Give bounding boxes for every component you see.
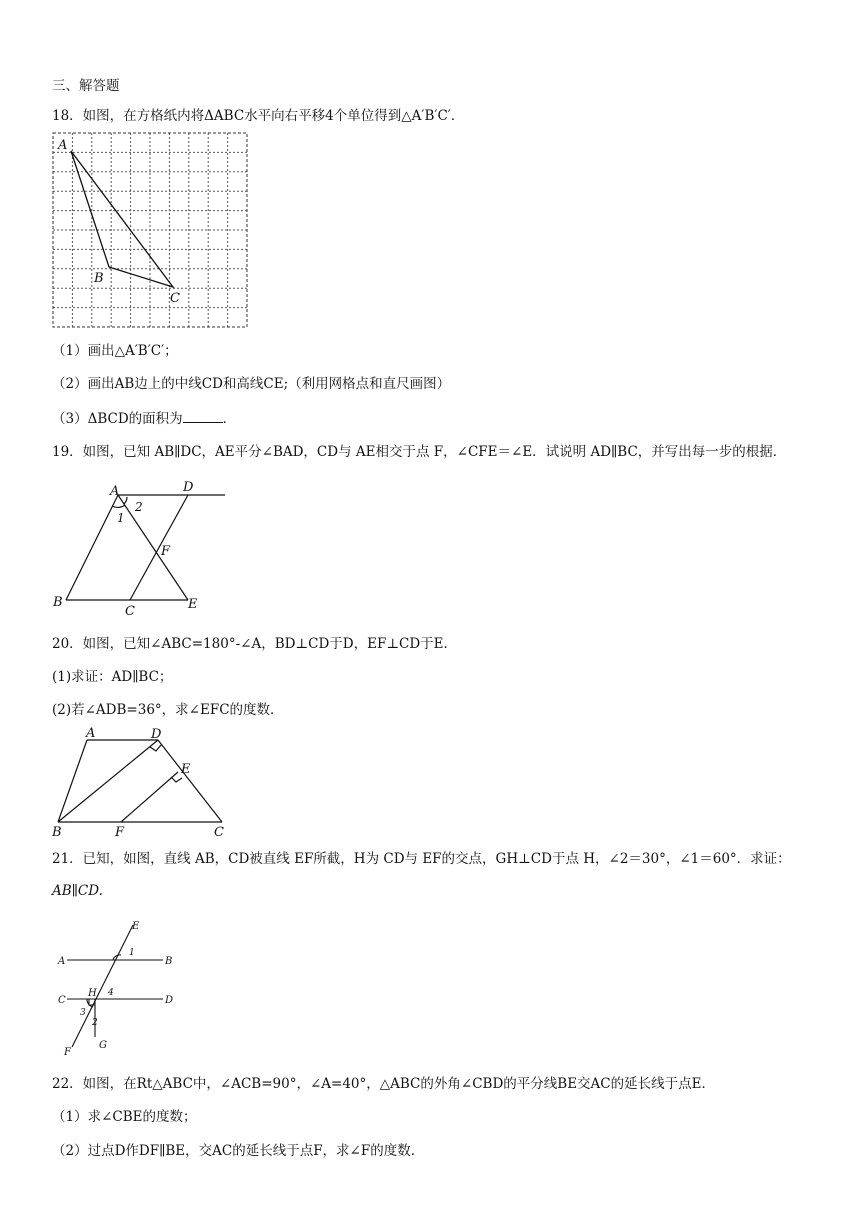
right-angle-e [171, 777, 182, 782]
q19-figure [50, 475, 240, 619]
q21-label-b: B [165, 956, 173, 967]
q18-part2: （2）画出AB边上的中线CD和高线CE;（利用网格点和直尺画图） [52, 376, 451, 392]
line-fe [121, 772, 178, 822]
q22-part1: （1）求∠CBE的度数； [52, 1109, 197, 1125]
q22-part2: （2）过点D作DF∥BE，交AC的延长线于点F，求∠F的度数． [52, 1143, 425, 1159]
q19-label-b: B [53, 595, 63, 610]
q20-stem: 20．如图，已知∠ABC=180°-∠A，BD⊥CD于D，EF⊥CD于E． [52, 636, 458, 652]
q18-grid-figure [50, 130, 250, 330]
angle-arc-2 [124, 497, 127, 504]
q19-label-f: F [161, 544, 171, 559]
q20-label-d: D [151, 727, 162, 742]
q21-label-a: A [58, 956, 66, 967]
q20-label-b: B [52, 825, 62, 840]
q18-part3-end: ． [222, 411, 237, 427]
q18-part3 [52, 410, 236, 428]
q21-label-h: H [88, 988, 97, 999]
q19-stem: 19．如图，已知 AB∥DC，AE平分∠BAD，CD与 AE相交于点 F，∠CFE＝∠E．试说明 AD∥BC，并写出每一步的根据． [52, 444, 787, 460]
q20-label-f: F [115, 825, 125, 840]
q20-label-c: C [214, 825, 224, 840]
q19-angle-1: 1 [117, 511, 125, 525]
q21-figure [55, 915, 185, 1057]
q19-angle-2: 2 [135, 500, 143, 514]
q21-label-e: E [132, 921, 140, 932]
q19-label-d: D [183, 480, 194, 495]
q21-angle-1: 1 [129, 948, 135, 958]
q21-label-f: F [64, 1047, 71, 1058]
q18-label-b: B [94, 271, 104, 286]
q19-label-e: E [188, 597, 198, 612]
q21-label-c: C [58, 995, 66, 1006]
q19-label-c: C [125, 604, 135, 619]
grid-lines [53, 133, 247, 327]
q21-angle-2: 2 [92, 1018, 98, 1028]
answer-blank [183, 410, 223, 423]
q21-label-g: G [99, 1040, 107, 1051]
line-ae [118, 495, 188, 600]
q20-label-e: E [181, 762, 191, 777]
line-ab [66, 495, 118, 600]
q21-angle-4: 4 [108, 988, 114, 998]
q18-label-a: A [58, 138, 68, 153]
q18-part1: （1）画出△A′B′C′； [52, 343, 178, 359]
q21-stem-line1: 21．已知，如图，直线 AB，CD被直线 EF所截，H为 CD与 EF的交点，GH⊥CD于点 H，∠2＝30°，∠1＝60°．求证： [52, 851, 791, 867]
q20-label-a: A [86, 726, 96, 741]
q20-part2: (2)若∠ADB=36°，求∠EFC的度数． [52, 702, 284, 718]
q18-label-c: C [170, 291, 180, 306]
q21-label-d: D [165, 995, 174, 1006]
angle-arc-1 [112, 505, 125, 507]
section-title: 三、解答题 [52, 78, 120, 94]
q18-part3-text: （3）ΔBCD的面积为 [52, 411, 183, 427]
q21-stem-line2: AB∥CD. [52, 883, 103, 899]
q20-part1: (1)求证：AD∥BC； [52, 669, 173, 685]
line-ef [72, 925, 133, 1047]
q19-label-a: A [110, 484, 120, 499]
q21-angle-3: 3 [80, 1008, 86, 1018]
q18-stem: 18．如图，在方格纸内将ΔABC水平向右平移4个单位得到△A′B′C′． [52, 108, 465, 124]
q22-stem: 22．如图，在Rt△ABC中，∠ACB=90°，∠A=40°，△ABC的外角∠CBD的平分线BE交AC的延长线于点E． [52, 1076, 715, 1092]
q20-figure [50, 725, 240, 840]
